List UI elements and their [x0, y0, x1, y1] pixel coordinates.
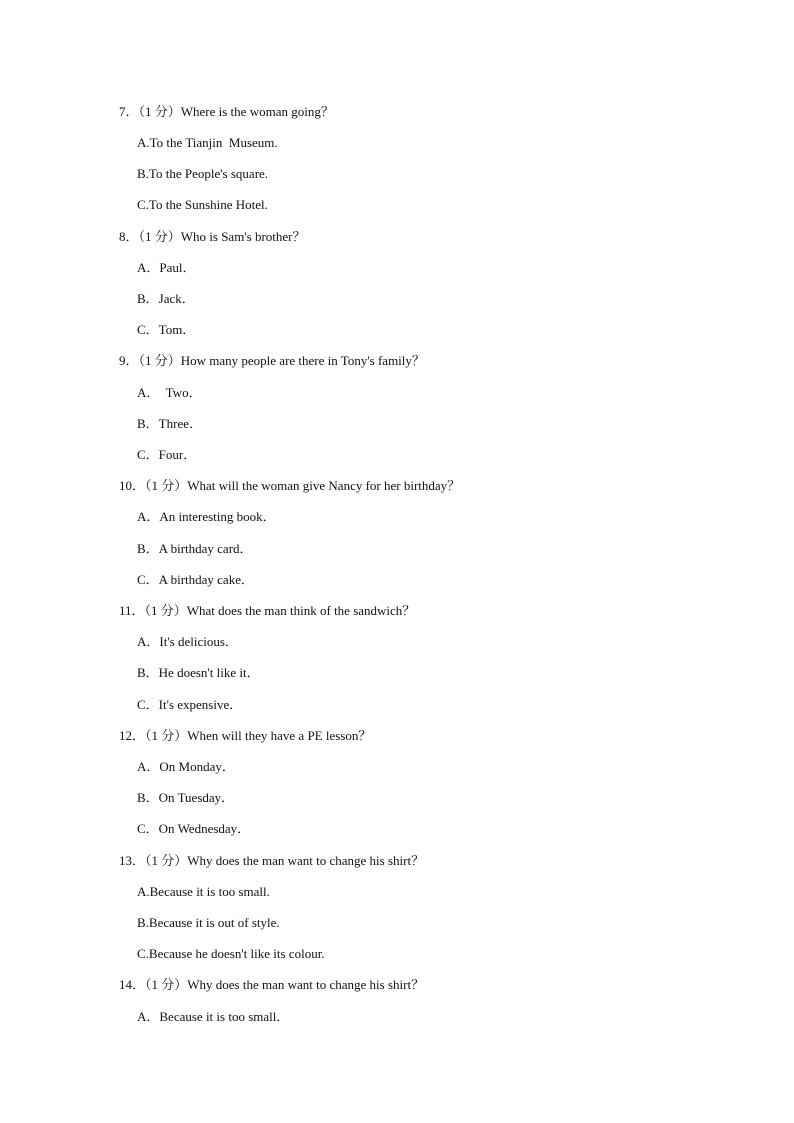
question-13-option-a: A.Because it is too small.	[137, 884, 270, 899]
question-13-stem: 13．（1 分）Why does the man want to change his shirt？	[119, 853, 425, 868]
question-9-option-c: C．Four．	[137, 447, 197, 462]
question-8-option-a: A．Paul．	[137, 260, 196, 275]
question-12-option-a: A．On Monday．	[137, 759, 235, 774]
question-11-option-b: B．He doesn't like it．	[137, 665, 260, 680]
question-7-option-c: C.To the Sunshine Hotel.	[137, 197, 268, 212]
question-10-option-a: A．An interesting book．	[137, 509, 276, 524]
question-10-option-c: C．A birthday cake．	[137, 572, 254, 587]
question-12-option-c: C．On Wednesday．	[137, 821, 251, 836]
question-13-option-c: C.Because he doesn't like its colour.	[137, 946, 325, 961]
question-12-option-b: B．On Tuesday．	[137, 790, 235, 805]
question-7-option-b: B.To the People's square.	[137, 166, 269, 181]
question-8-stem: 8．（1 分）Who is Sam's brother？	[119, 229, 306, 244]
question-14-stem: 14．（1 分）Why does the man want to change his shirt？	[119, 977, 425, 992]
question-10-stem: 10．（1 分）What will the woman give Nancy for her birthday？	[119, 478, 461, 493]
question-7-option-a: A.To the Tianjin Museum.	[137, 135, 278, 150]
question-11-stem: 11．（1 分）What does the man think of the sandwich？	[119, 603, 416, 618]
question-7-stem: 7．（1 分）Where is the woman going？	[119, 104, 334, 119]
question-8-option-b: B．Jack．	[137, 291, 195, 306]
question-8-option-c: C．Tom．	[137, 322, 196, 337]
question-14-option-a: A．Because it is too small．	[137, 1009, 290, 1024]
question-9-option-a: A． Two．	[137, 385, 202, 400]
question-12-stem: 12．（1 分）When will they have a PE lesson？	[119, 728, 372, 743]
question-10-option-b: B．A birthday card．	[137, 541, 253, 556]
question-9-stem: 9．（1 分）How many people are there in Tony's family？	[119, 353, 425, 368]
question-9-option-b: B．Three．	[137, 416, 202, 431]
question-13-option-b: B.Because it is out of style.	[137, 915, 280, 930]
question-11-option-c: C．It's expensive．	[137, 697, 243, 712]
question-11-option-a: A．It's delicious．	[137, 634, 238, 649]
